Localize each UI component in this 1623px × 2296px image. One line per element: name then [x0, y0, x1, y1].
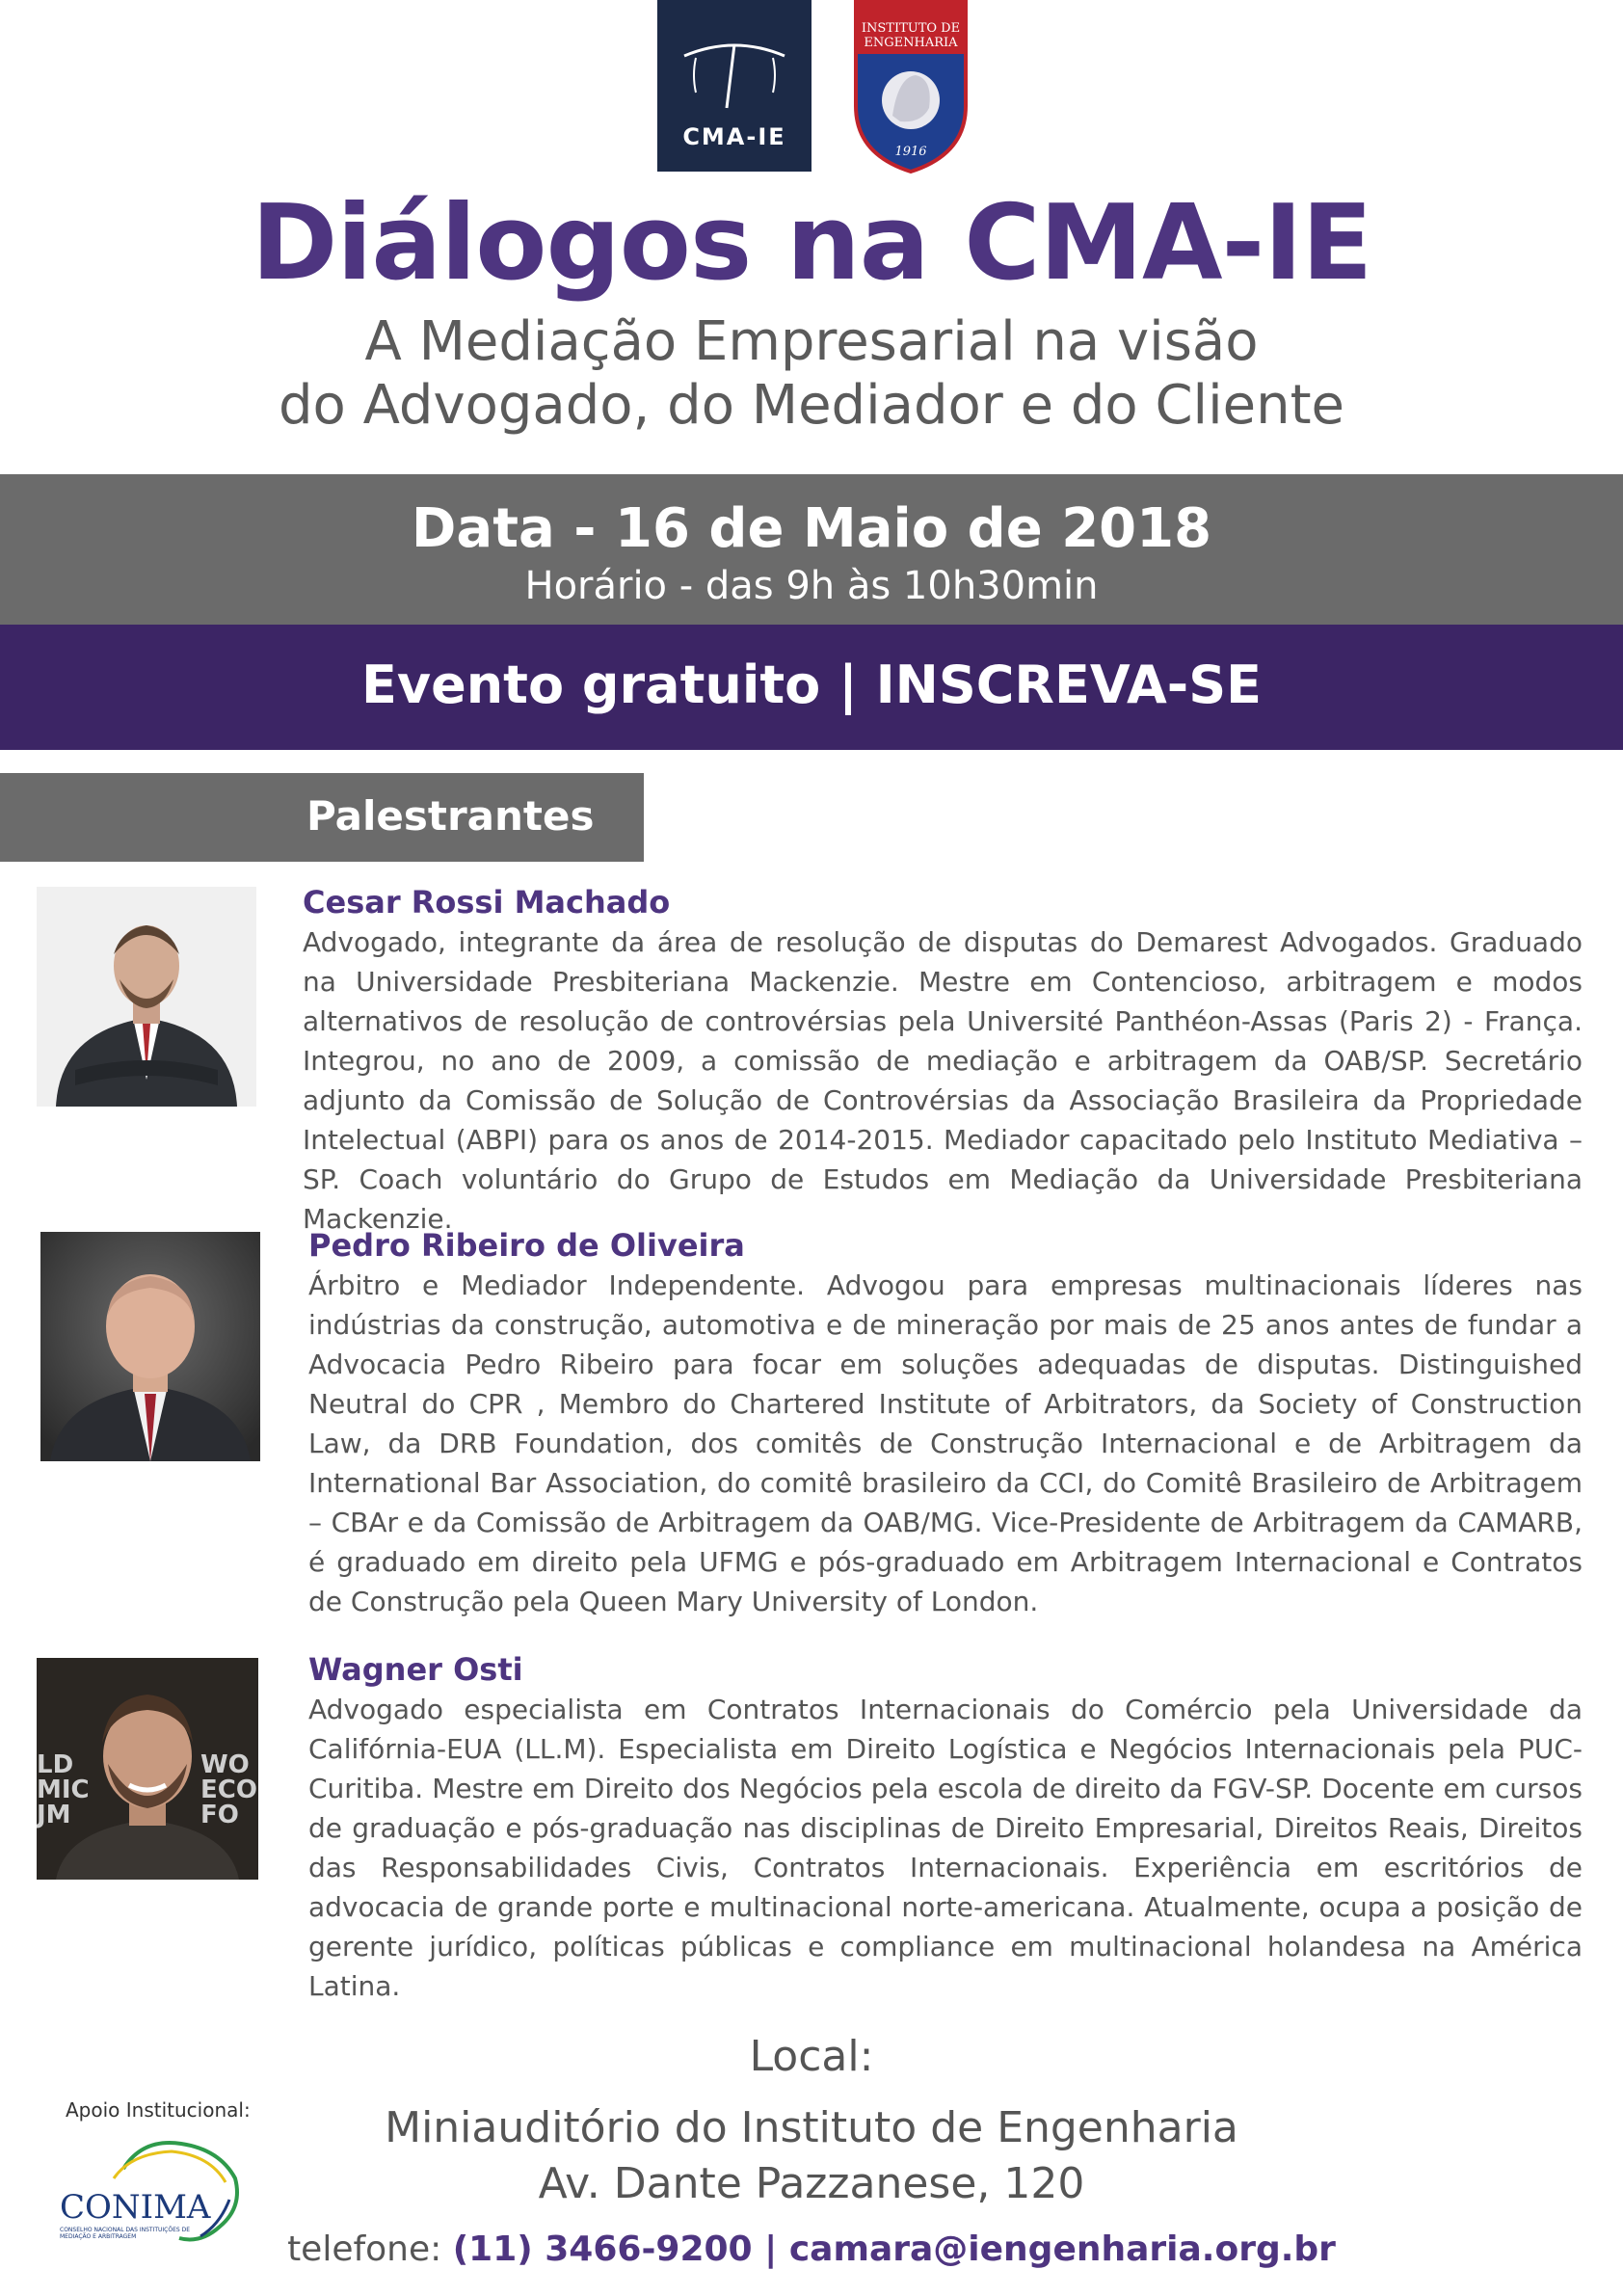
conima-logo: [56, 2130, 245, 2252]
speaker-photo-cesar: [37, 887, 256, 1107]
date-band: [0, 474, 1623, 625]
person-avatar-icon: [37, 887, 256, 1107]
cma-ie-logo: [657, 0, 812, 172]
page-title: Diálogos na CMA-IE: [251, 183, 1372, 304]
contact-email[interactable]: camara@iengenharia.org.br: [788, 2229, 1336, 2269]
speaker-photo-pedro: [40, 1232, 260, 1461]
scales-icon: [657, 0, 812, 125]
speaker-bio: Advogado, integrante da área de resolução de disputas do Demarest Advogados. Graduado na Universidade Presbiteriana Mackenzie. Mestre em Contencioso, arbitragem e modos alternativos de resolução de controvérsias pela Université Panthéon-Assas (Paris 2) - França. Integrou, no ano de 2009, a comissão de mediação e arbitragem da OAB/SP. Secretário adjunto da Comissão de Solução de Controvérsias da Associação Brasileira da Propriedade Intelectual (ABPI) para os anos de 2014-2015. Mediador capacitado pelo Instituto Mediativa – SP. Coach voluntário do Grupo de Estudos em Mediação da Universidade Presbiteriana Mackenzie.: [303, 926, 1583, 1235]
speaker-name: Pedro Ribeiro de Oliveira: [308, 1227, 745, 1264]
instituto-logo-text: INSTITUTO DE ENGENHARIA: [861, 21, 961, 50]
speakers-section-header: [0, 773, 644, 862]
speaker-name: Wagner Osti: [308, 1651, 523, 1688]
conima-name: CONIMA: [60, 2188, 211, 2227]
conima-subtitle: CONSELHO NACIONAL DAS INSTITUIÇÕES DE MEDIAÇÃO E ARBITRAGEM: [60, 2227, 190, 2240]
cma-logo-text: CMA-IE: [682, 123, 786, 150]
event-date: Data - 16 de Maio de 2018: [411, 497, 1212, 560]
speaker-photo-wagner: [37, 1658, 258, 1880]
contact-phone[interactable]: (11) 3466-9200: [452, 2229, 753, 2269]
location-venue: Miniauditório do Instituto de Engenharia: [385, 2103, 1238, 2152]
speaker-bio: Árbitro e Mediador Independente. Advogou para empresas multinacionais líderes nas indústrias da construção, automotiva e de mineração por mais de 25 anos antes de fundar a Advocacia Pedro Ribeiro para focar em soluções adequadas de disputas. Distinguished Neutral do CPR , Membro do Chartered Institute of Arbitrators, da Society of Construction Law, da DRB Foundation, dos comitês de Construção Internacional e de Arbitragem da International Bar Association, do comitê brasileiro da CCI, do Comitê Brasileiro de Arbitragem – CBAr e da Comissão de Arbitragem da OAB/MG. Vice-Presidente de Arbitragem da CAMARB, é graduado em direito pela UFMG e pós-graduado em Arbitragem Internacional e Contratos de Construção pela Queen Mary University of London.: [308, 1269, 1583, 1617]
support-label: Apoio Institucional:: [66, 2098, 251, 2122]
location-address: Av. Dante Pazzanese, 120: [538, 2159, 1085, 2208]
instituto-logo-year: 1916: [894, 145, 927, 159]
photo-backdrop-text-left: LD MIC JM: [37, 1750, 90, 1829]
page-subtitle: [0, 310, 1623, 438]
contact-separator: |: [752, 2229, 789, 2269]
person-avatar-icon: [40, 1232, 260, 1461]
speaker-name: Cesar Rossi Machado: [303, 884, 671, 921]
event-time: Horário - das 9h às 10h30min: [524, 564, 1099, 608]
subtitle-line-2: do Advogado, do Mediador e do Cliente: [278, 374, 1345, 437]
speaker-bio: Advogado especialista em Contratos Internacionais do Comércio pela Universidade da Califórnia-EUA (LL.M). Especialista em Direito Logística e Negócios Internacionais pela PUC-Curitiba. Mestre em Direito dos Negócios pela escola de direito da FGV-SP. Docente em cursos de graduação e pós-graduação nas disciplinas de Direito Empresarial, Direitos Reais, Direitos das Responsabilidades Civis, Contratos Internacionais. Experiência em escritórios de advocacia de grande porte e multinacional norte-americana. Atualmente, ocupa a posição de gerente jurídico, políticas públicas e compliance em multinacional holandesa na América Latina.: [308, 1694, 1583, 2002]
subtitle-line-1: A Mediação Empresarial na visão: [364, 310, 1259, 373]
speakers-label: Palestrantes: [306, 792, 595, 840]
location-heading: Local:: [749, 2032, 874, 2081]
register-call-to-action[interactable]: Evento gratuito | INSCREVA-SE: [361, 654, 1262, 715]
contact-prefix: telefone:: [287, 2229, 453, 2269]
photo-backdrop-text-right: WO ECO FO: [200, 1750, 257, 1829]
event-band[interactable]: [0, 625, 1623, 750]
instituto-engenharia-logo: [854, 0, 968, 174]
